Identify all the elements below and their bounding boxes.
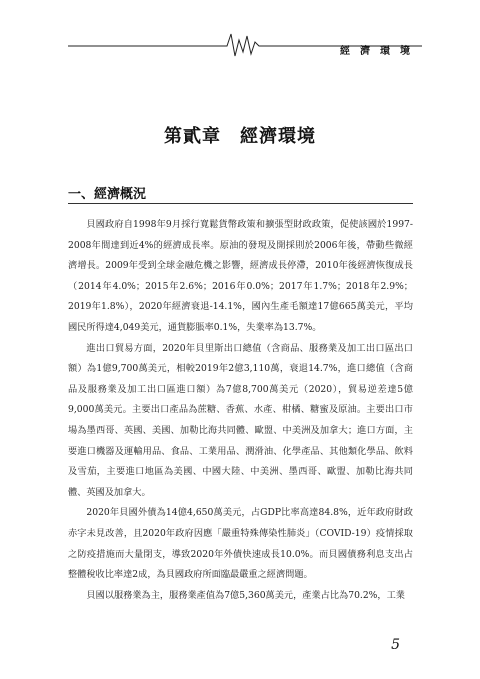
paragraph: 貝國政府自1998年9月採行寬鬆貨幣政策和擴張型財政政策，促使該國於1997-2008年間達到近4%的經濟成長率。原油的發現及開採則於2006年後，帶動些微經濟增長。2009年受到全球金融危機之影響，經濟成長停滯，2010年後經濟恢復成長（2014年4.0%；2015年2.6%；2016年0.0%；2017年1.7%；2018年2.9%；2019年1.8%），2020年經濟衰退-14.1%，國內生產毛額達17億665萬美元，平均國民所得達4,049美元，通貨膨脹率0.1%，失業率為13.7%。 — [68, 219, 413, 333]
running-header-title: 經濟環境 — [340, 46, 420, 57]
page-number: 5 — [391, 637, 400, 653]
paragraph: 2020年貝國外債為14億4,650萬美元，占GDP比率高達84.8%，近年政府財政赤字未見改善，且2020年政府因應「嚴重特殊傳染性肺炎」（COVID-19）疫情採取之防疫措施而大量閉支，導致2020年外債快速成長10.0%。而貝國債務利息支出占整體稅收比率達2成，為貝國政府所面臨最嚴重之經濟問題。 — [68, 507, 413, 581]
paragraph: 貝國以服務業為主，服務業產值為7億5,360萬美元，產業占比為70.2%，工業 — [86, 589, 405, 601]
running-header — [0, 0, 480, 60]
section-divider — [68, 203, 413, 204]
paragraph: 進出口貿易方面，2020年貝里斯出口總值（含商品、服務業及加工出口區出口額）為1億9,700萬美元，相較2019年2億3,110萬，衰退14.7%，進口總值（含商品及服務業及加工出口區進口額）為7億8,700萬美元（2020），貿易逆差達5億9,000萬美元。主要出口產品為蔗糖、香蕉、水產、柑橘、糖蜜及原油。主要出口市場為墨西哥、英國、美國、加勒比海共同體、歐盟、中美洲及加拿大；進口方面，主要進口機器及運輸用品、食品、工業用品、潤滑油、化學產品、其他類化學品、飲料及雪茄，主要進口地區為美國、中國大陸、中美洲、墨西哥、歐盟、加勒比海共同體、英國及加拿大。 — [68, 342, 413, 498]
section-heading: 一、經濟概況 — [68, 187, 147, 202]
body-text — [68, 215, 413, 606]
chapter-title: 第貳章 經濟環境 — [164, 126, 316, 147]
